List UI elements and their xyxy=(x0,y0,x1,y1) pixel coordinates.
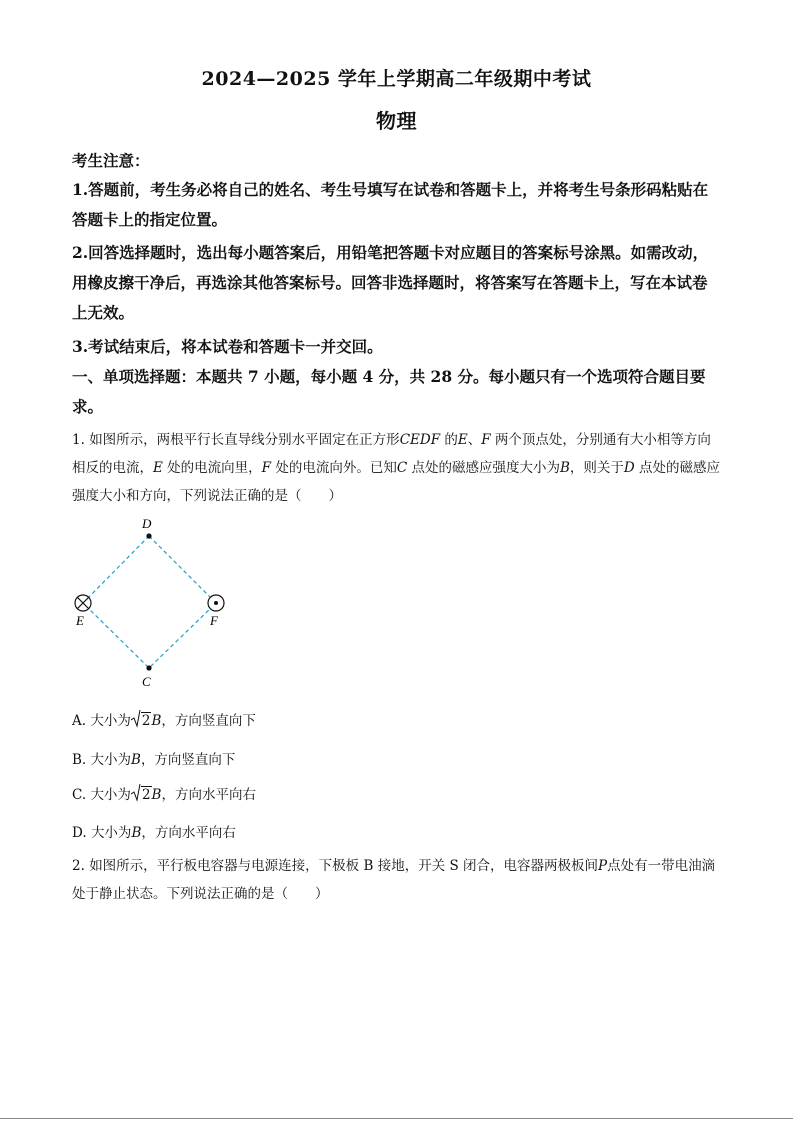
section-heading: 一、单项选择题：本题共 7 小题，每小题 4 分，共 28 分。每小题只有一个选项符合题目要求。 xyxy=(72,367,706,416)
page-bottom-rule xyxy=(0,1118,793,1119)
question-2-stem: 2. 如图所示，平行板电容器与电源连接，下极板 B 接地，开关 S 闭合，电容器两极板间P点处有一带电油滴处于静止状态。下列说法正确的是（ ） xyxy=(72,858,716,902)
square-diagram xyxy=(60,510,240,690)
note-1: 1.答题前，考生务必将自己的姓名、考生号填写在试卷和答题卡上，并将考生号条形码粘贴在答题卡上的指定位置。 xyxy=(72,180,709,229)
sqrt-icon xyxy=(131,708,141,735)
current-out-of-page-icon xyxy=(208,595,224,611)
notes-heading: 考生注意： xyxy=(72,151,150,170)
option-b[interactable]: B. 大小为B，方向竖直向下 xyxy=(72,752,236,768)
point-d-dot xyxy=(146,533,151,538)
exam-title: 2024—2025 学年上学期高二年级期中考试 xyxy=(201,68,592,90)
sqrt-icon xyxy=(131,782,141,809)
current-into-page-icon xyxy=(75,595,91,611)
option-d[interactable]: D. 大小为B，方向水平向右 xyxy=(72,825,236,841)
dashed-square xyxy=(83,536,216,668)
label-e: E xyxy=(76,613,84,628)
option-c[interactable]: C. 大小为 2B，方向水平向右 xyxy=(72,782,256,809)
label-d: D xyxy=(142,516,152,531)
label-f: F xyxy=(210,613,218,628)
label-c: C xyxy=(142,674,151,689)
question-1-stem: 1. 如图所示，两根平行长直导线分别水平固定在正方形CEDF 的E、F 两个顶点处，分别通有大小相等方向相反的电流，E 处的电流向里，F 处的电流向外。已知C 点处的磁感应强度大小为B，则关于D 点处的磁感应强度大小和方向，下列说法正确的是（ ） xyxy=(72,432,721,504)
note-3: 3.考试结束后，将本试卷和答题卡一并交回。 xyxy=(72,337,383,356)
note-2: 2.回答选择题时，选出每小题答案后，用铅笔把答题卡对应题目的答案标号涂黑。如需改动，用橡皮擦干净后，再选涂其他答案标号。回答非选择题时，将答案写在答题卡上，写在本试卷上无效。 xyxy=(72,243,709,322)
question-number: 2. xyxy=(72,858,85,874)
point-c-dot xyxy=(146,665,151,670)
option-a[interactable]: A. 大小为 2B，方向竖直向下 xyxy=(72,708,256,735)
question-number: 1. xyxy=(72,432,85,448)
subject-title: 物理 xyxy=(376,109,417,133)
